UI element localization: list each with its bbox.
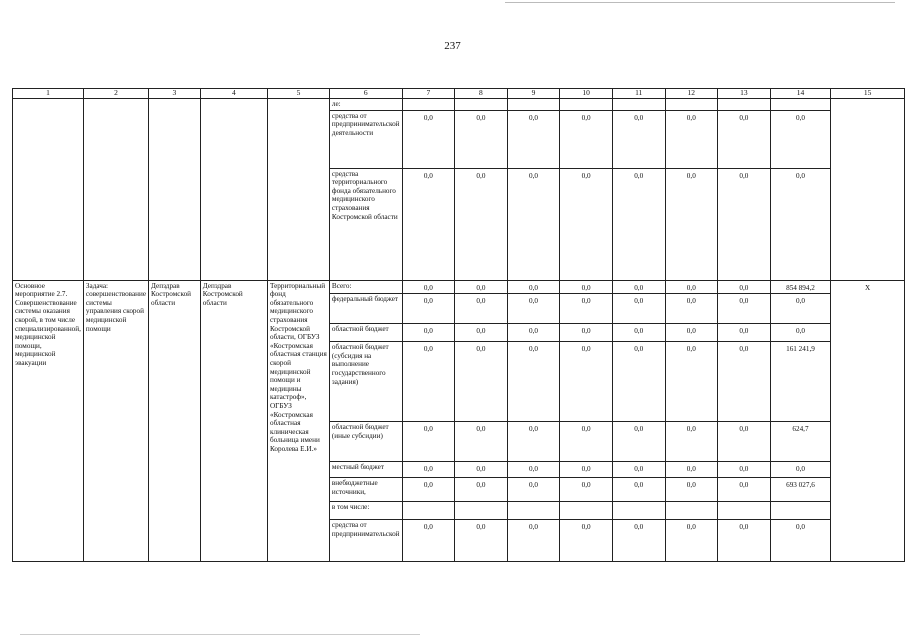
value-cell: 0,0 xyxy=(665,462,718,478)
value-cell: 0,0 xyxy=(718,342,771,422)
value-cell: 0,0 xyxy=(455,324,508,342)
value-cell xyxy=(612,502,665,520)
column-header: 13 xyxy=(718,89,771,99)
value-cell: 0,0 xyxy=(455,280,508,294)
column-header: 8 xyxy=(455,89,508,99)
value-cell: 0,0 xyxy=(718,280,771,294)
value-cell: 0,0 xyxy=(770,462,831,478)
value-cell: 0,0 xyxy=(665,168,718,280)
value-cell: 693 027,6 xyxy=(770,478,831,502)
value-cell: 0,0 xyxy=(770,520,831,562)
value-cell: 0,0 xyxy=(402,462,455,478)
value-cell: 0,0 xyxy=(718,462,771,478)
value-cell xyxy=(455,99,508,111)
value-cell: 0,0 xyxy=(612,478,665,502)
value-cell: 0,0 xyxy=(402,294,455,324)
value-cell xyxy=(507,502,560,520)
value-cell: 0,0 xyxy=(560,168,613,280)
value-cell: 0,0 xyxy=(665,520,718,562)
merged-cell-col2: Задача: совершенствование системы управления скорой медицинской помощи xyxy=(83,280,148,562)
program-table xyxy=(12,88,905,562)
value-cell: 0,0 xyxy=(718,324,771,342)
value-cell xyxy=(665,99,718,111)
value-cell: 0,0 xyxy=(612,324,665,342)
value-cell: 0,0 xyxy=(560,342,613,422)
column-header: 9 xyxy=(507,89,560,99)
column-header: 4 xyxy=(200,89,267,99)
value-cell xyxy=(718,99,771,111)
value-cell: 0,0 xyxy=(612,110,665,168)
page-number: 237 xyxy=(444,40,461,52)
value-cell: 0,0 xyxy=(770,324,831,342)
column-header: 1 xyxy=(13,89,84,99)
value-cell: 0,0 xyxy=(455,520,508,562)
value-cell: 0,0 xyxy=(455,462,508,478)
value-cell: 0,0 xyxy=(402,342,455,422)
value-cell: 0,0 xyxy=(560,110,613,168)
value-cell: 0,0 xyxy=(718,110,771,168)
value-cell: 854 894,2 xyxy=(770,280,831,294)
funding-source-label: средства от предпринимательской xyxy=(329,520,402,562)
funding-source-label: федеральный бюджет xyxy=(329,294,402,324)
funding-source-label: областной бюджет (субсидия на выполнение государственного задания) xyxy=(329,342,402,422)
value-cell xyxy=(770,502,831,520)
column-header: 7 xyxy=(402,89,455,99)
value-cell: 0,0 xyxy=(402,520,455,562)
value-cell: 0,0 xyxy=(455,342,508,422)
value-cell: 0,0 xyxy=(560,422,613,462)
column-header: 11 xyxy=(612,89,665,99)
value-cell: 0,0 xyxy=(665,478,718,502)
value-cell: 0,0 xyxy=(402,110,455,168)
value-cell xyxy=(402,502,455,520)
value-cell: 0,0 xyxy=(455,168,508,280)
value-cell: 161 241,9 xyxy=(770,342,831,422)
value-cell xyxy=(507,99,560,111)
column-header: 5 xyxy=(267,89,329,99)
funding-source-label: средства территориального фонда обязательного медицинского страхования Костромской области xyxy=(329,168,402,280)
value-cell: 0,0 xyxy=(612,520,665,562)
value-cell xyxy=(770,99,831,111)
funding-source-label: в том числе: xyxy=(329,502,402,520)
value-cell: 0,0 xyxy=(612,280,665,294)
value-cell: 0,0 xyxy=(455,478,508,502)
table-cell xyxy=(149,99,201,281)
value-cell: 0,0 xyxy=(560,324,613,342)
value-cell: 0,0 xyxy=(507,462,560,478)
value-cell: 0,0 xyxy=(455,110,508,168)
value-cell: 0,0 xyxy=(665,422,718,462)
value-cell: 0,0 xyxy=(612,422,665,462)
value-cell: 624,7 xyxy=(770,422,831,462)
table-cell xyxy=(13,99,84,281)
table-cell xyxy=(83,99,148,281)
value-cell: 0,0 xyxy=(507,324,560,342)
funding-source-label: средства от предпринимательской деятельности xyxy=(329,110,402,168)
value-cell: 0,0 xyxy=(455,294,508,324)
value-cell: 0,0 xyxy=(402,168,455,280)
table-cell xyxy=(267,99,329,281)
table-cell xyxy=(831,99,905,281)
value-cell: 0,0 xyxy=(507,168,560,280)
column-header: 3 xyxy=(149,89,201,99)
value-cell: 0,0 xyxy=(507,478,560,502)
funding-source-label: областной бюджет (иные субсидии) xyxy=(329,422,402,462)
value-cell: 0,0 xyxy=(560,462,613,478)
value-cell: 0,0 xyxy=(560,478,613,502)
value-cell xyxy=(402,99,455,111)
column-header: 12 xyxy=(665,89,718,99)
funding-source-label: внебюджетные источники, xyxy=(329,478,402,502)
header-row xyxy=(13,89,905,99)
merged-cell-col5: Территориальный фонд обязательного медицинского страхования Костромской области, ОГБУЗ «Костромская областная станция скорой медицинской помощи и медицины катастроф», ОГБУЗ «Костромская областная клиническая больница имени Королева Е.И.» xyxy=(267,280,329,562)
value-cell: 0,0 xyxy=(560,520,613,562)
value-cell: 0,0 xyxy=(718,168,771,280)
value-cell: 0,0 xyxy=(507,110,560,168)
value-cell: 0,0 xyxy=(770,168,831,280)
value-cell: 0,0 xyxy=(770,110,831,168)
value-cell xyxy=(718,502,771,520)
funding-source-label: местный бюджет xyxy=(329,462,402,478)
table-cell xyxy=(200,99,267,281)
value-cell xyxy=(612,99,665,111)
value-cell: 0,0 xyxy=(560,280,613,294)
value-cell: 0,0 xyxy=(612,342,665,422)
value-cell: 0,0 xyxy=(507,342,560,422)
column-header: 14 xyxy=(770,89,831,99)
value-cell: 0,0 xyxy=(770,294,831,324)
table-row xyxy=(13,280,905,294)
funding-source-label: областной бюджет xyxy=(329,324,402,342)
merged-cell-col1: Основное мероприятие 2.7. Совершенствование системы оказания скорой, в том числе специализированной, медицинской помощи, медицинской эвакуации xyxy=(13,280,84,562)
value-cell: 0,0 xyxy=(507,422,560,462)
value-cell: 0,0 xyxy=(612,462,665,478)
value-cell: 0,0 xyxy=(718,422,771,462)
value-cell: 0,0 xyxy=(665,342,718,422)
value-cell: 0,0 xyxy=(665,280,718,294)
funding-source-label: Всего: xyxy=(329,280,402,294)
merged-cell-col4: Депздрав Костромской области xyxy=(200,280,267,562)
merged-cell-col15: Х xyxy=(831,280,905,562)
value-cell: 0,0 xyxy=(560,294,613,324)
column-header: 6 xyxy=(329,89,402,99)
value-cell: 0,0 xyxy=(455,422,508,462)
value-cell xyxy=(665,502,718,520)
value-cell: 0,0 xyxy=(402,324,455,342)
column-header: 2 xyxy=(83,89,148,99)
value-cell xyxy=(560,99,613,111)
funding-source-label: ле: xyxy=(329,99,402,111)
value-cell: 0,0 xyxy=(507,294,560,324)
value-cell: 0,0 xyxy=(507,280,560,294)
value-cell: 0,0 xyxy=(718,478,771,502)
value-cell: 0,0 xyxy=(718,520,771,562)
value-cell xyxy=(455,502,508,520)
value-cell: 0,0 xyxy=(402,280,455,294)
value-cell: 0,0 xyxy=(665,324,718,342)
table-row xyxy=(13,99,905,111)
scan-artifact-top xyxy=(505,2,895,3)
value-cell: 0,0 xyxy=(612,294,665,324)
value-cell: 0,0 xyxy=(507,520,560,562)
value-cell: 0,0 xyxy=(612,168,665,280)
column-header: 15 xyxy=(831,89,905,99)
column-header: 10 xyxy=(560,89,613,99)
value-cell xyxy=(560,502,613,520)
scan-artifact-bottom xyxy=(20,634,420,635)
value-cell: 0,0 xyxy=(718,294,771,324)
value-cell: 0,0 xyxy=(402,422,455,462)
value-cell: 0,0 xyxy=(665,110,718,168)
merged-cell-col3: Депздрав Костромской области xyxy=(149,280,201,562)
value-cell: 0,0 xyxy=(665,294,718,324)
value-cell: 0,0 xyxy=(402,478,455,502)
